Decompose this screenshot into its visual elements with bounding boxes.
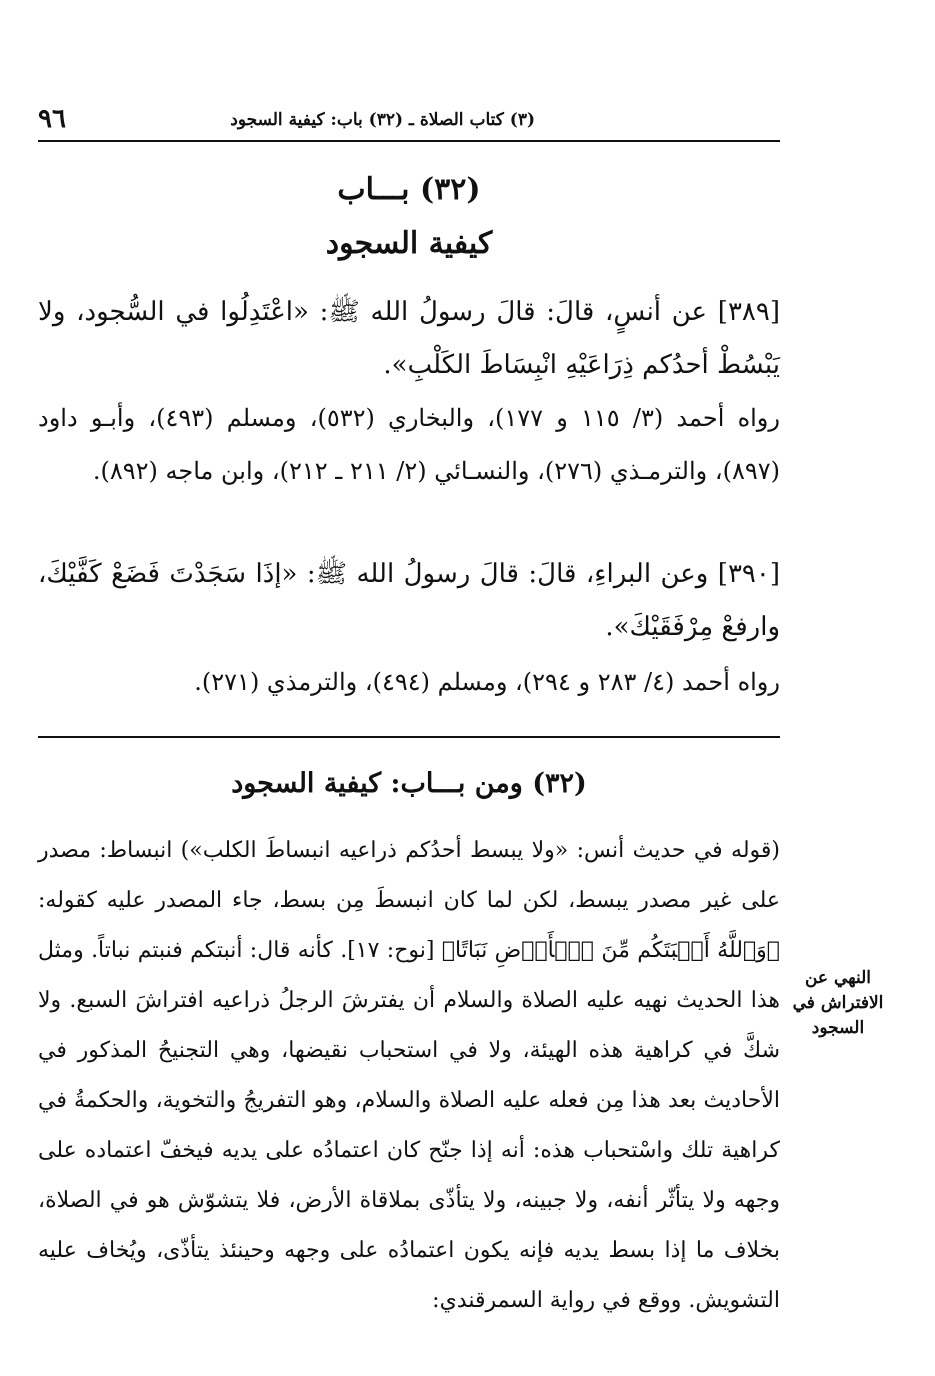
margin-note: النهي عن الافتراش في السجود [792, 968, 884, 1038]
hadith-389-sources: رواه أحمد (٣/ ١١٥ و ١٧٧)، والبخاري (٥٣٢)، ومسلم (٤٩٣)، وأبـو داود (٨٩٧)، والترمـذي (٢٧٦)، والنسـائي (٢/ ٢١١ ـ ٢١٢)، وابن ماجه (٨٩٢). [38, 404, 780, 485]
commentary-title: (٣٢) ومن بـــاب: كيفية السجود [231, 768, 587, 799]
chapter-number: (٣٢) بـــاب [337, 172, 481, 207]
hadith-389: [٣٨٩] عن أنسٍ، قالَ: قالَ رسولُ الله ﷺ: «اعْتَدِلُوا في السُّجود، ولا يَبْسُطْ أحدُكم ذِرَاعَيْهِ انْبِسَاطَ الكَلْبِ». [38, 297, 780, 380]
page-number: ٩٦ [38, 104, 66, 134]
commentary-text: (قوله في حديث أنس: «ولا يبسط أحدُكم ذراعيه انبساطَ الكلب») انبساط: مصدر على غير مصدر يبسط، لكن لما كان انبسطَ مِن بسط، جاء المصدر عليه كقوله: ﴿وَٱللَّهُ أَنۢبَتَكُم مِّنَ ٱلۡأَرۡضِ نَبَاتًا﴾ [نوح: ١٧]. كأنه قال: أنبتكم فنبتم نباتاً. ومثل هذا الحديث نهيه عليه الصلاة والسلام أن يفترشَ الرجلُ ذراعيه افتراشَ السبع. ولا شكَّ في كراهية هذه الهيئة، ولا في استحباب نقيضها، وهي التجنيحُ المذكور في الأحاديث بعد هذا مِن فعله عليه الصلاة والسلام، وهو التفريجُ والتخوية، والحكمةُ في كراهية تلك واسْتحباب هذه: أنه إذا جنّح كان اعتمادُه على يديه فيخفّ اعتماده على وجهه ولا يتأثّر أنفه، ولا جبينه، ولا يتأذّى بملاقاة الأرض، فلا يتشوّش هو في الصلاة، بخلاف ما إذا بسط يديه فإنه يكون اعتمادُه على وجهه وحينئذ يتأذّى، ويُخاف عليه التشويش. ووقع في رواية السمرقندي: [38, 838, 780, 1313]
section-divider [38, 736, 780, 738]
running-head: (٣) كتاب الصلاة ـ (٣٢) باب: كيفية السجود [230, 110, 535, 130]
chapter-title: كيفية السجود [325, 226, 493, 261]
hadith-390-sources: رواه أحمد (٤/ ٢٨٣ و ٢٩٤)، ومسلم (٤٩٤)، والترمذي (٢٧١). [194, 668, 780, 696]
page-header [38, 104, 780, 142]
hadith-390: [٣٩٠] وعن البراءِ، قالَ: قالَ رسولُ الله ﷺ: «إذَا سَجَدْتَ فَضَعْ كَفَّيْكَ، وارفعْ مِرْفَقَيْكَ». [38, 559, 780, 642]
